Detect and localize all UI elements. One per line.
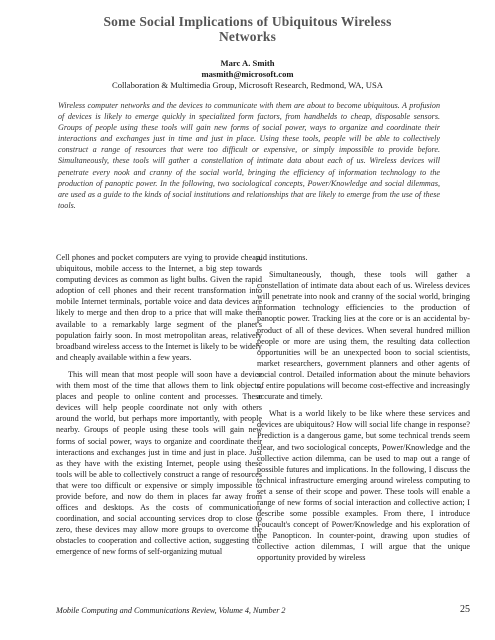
author-email: masmith@microsoft.com bbox=[201, 69, 294, 79]
author-affiliation: Collaboration & Multimedia Group, Microsoft Research, Redmond, WA, USA bbox=[112, 80, 383, 90]
journal-citation: Mobile Computing and Communications Review, Volume 4, Number 2 bbox=[56, 606, 286, 615]
paragraph: Simultaneously, though, these tools will gather a constellation of intimate data about each of us. Wireless devices will penetrate into nook and cranny of the social world, bringing information technology efficiencies to the production of panoptic power. Tracking lies at the core or is an accidental by-product of all of these devices. When several hundred million people or more are using them, the resulting data collection opportunities will be an unexpected boon to social scientists, market researchers, government planners and other agents of social control. Detailed information about the minute behaviors of entire populations will become cost-effective and increasingly accurate and timely. bbox=[257, 270, 470, 402]
author-block bbox=[40, 58, 455, 91]
paragraph: This will mean that most people will soon have a device with them most of the time that allows them to link objects, places and people to online content and processes. These devices will help people coordinate not only with others around the world, but perhaps more importantly, with people nearby. Groups of people using these tools will gain new forms of social power, ways to organize and coordinate their interactions and exchanges just in time and just in place. Just as they have with the existing Internet, people using these tools will be able to collectively construct a range of resources that were too difficult or expensive or simply impossible to provide before, and now do them in places far away from offices and desktops. As the costs of communication, coordination, and social accounting services drop to close to zero, these devices may allow more groups to overcome the obstacles to cooperation and collective action, suggesting the emergence of new forms of self-organizing mutual bbox=[56, 369, 262, 557]
title-line-2: Networks bbox=[218, 29, 277, 44]
author-name: Marc A. Smith bbox=[220, 58, 275, 68]
paragraph: aid institutions. bbox=[257, 253, 308, 262]
paragraph: Cell phones and pocket computers are vying to provide cheap, ubiquitous, mobile access to the Internet, a big step towards computing devices as common as light bulbs. Given the rapid adoption of cell phones and their recent transformation into mobile Internet terminals, portable voice and data devices are likely to merge and then drop to a price that will make them available to a remarkably large segment of the planet's population fairly soon. In most metropolitan areas, relatively broadband wireless access to the Internet is likely to be widely and cheaply available within a few years. bbox=[56, 253, 262, 362]
page-number: 25 bbox=[460, 604, 470, 615]
page-footer bbox=[56, 606, 470, 620]
paper-title bbox=[60, 14, 435, 44]
paragraph: What is a world likely to be like where these services and devices are ubiquitous? How will social life change in response? Prediction is a dangerous game, but some technical trends seem clear, and two sociological concepts, Power/Knowledge and the collective action dilemma, can be used to map out a range of possible futures and implications. In the following, I discuss the technical infrastructure emerging around wireless computing to set a sense of their scope and power. These tools will enable a range of new forms of social interaction and collective action; I describe some possible examples. From there, I introduce Foucault's concept of Power/Knowledge and his exploration of the Panopticon. In counter-point, drawing upon studies of collective action dilemmas, I will argue that the unique opportunity provided by wireless bbox=[257, 409, 470, 563]
title-line-1: Some Social Implications of Ubiquitous Wireless bbox=[103, 14, 392, 29]
right-column bbox=[257, 252, 470, 570]
abstract: Wireless computer networks and the devices to communicate with them are about to become ubiquitous. A profusion of devices is likely to emerge quickly in specialized form factors, from handhelds to cheap, disposable sensors. Groups of people using these tools will gain new forms of social power, ways to organize and coordinate their interactions and exchanges just in time and just in place. Using these tools, people will be able to collectively construct a range of resources that were too difficult or expensive, or simply impossible to provide before. Simultaneously, these tools will gather a constellation of intimate data about each of us. Wireless devices will penetrate every nook and cranny of the social world, bringing the efficiency of information technology to the production of panoptic power. In the following, two sociological concepts, Power/Knowledge and social dilemmas, are used as a guide to the kinds of social institutions and relationships that are likely to emerge from the use of these tools. bbox=[58, 101, 440, 210]
left-column bbox=[56, 252, 262, 564]
